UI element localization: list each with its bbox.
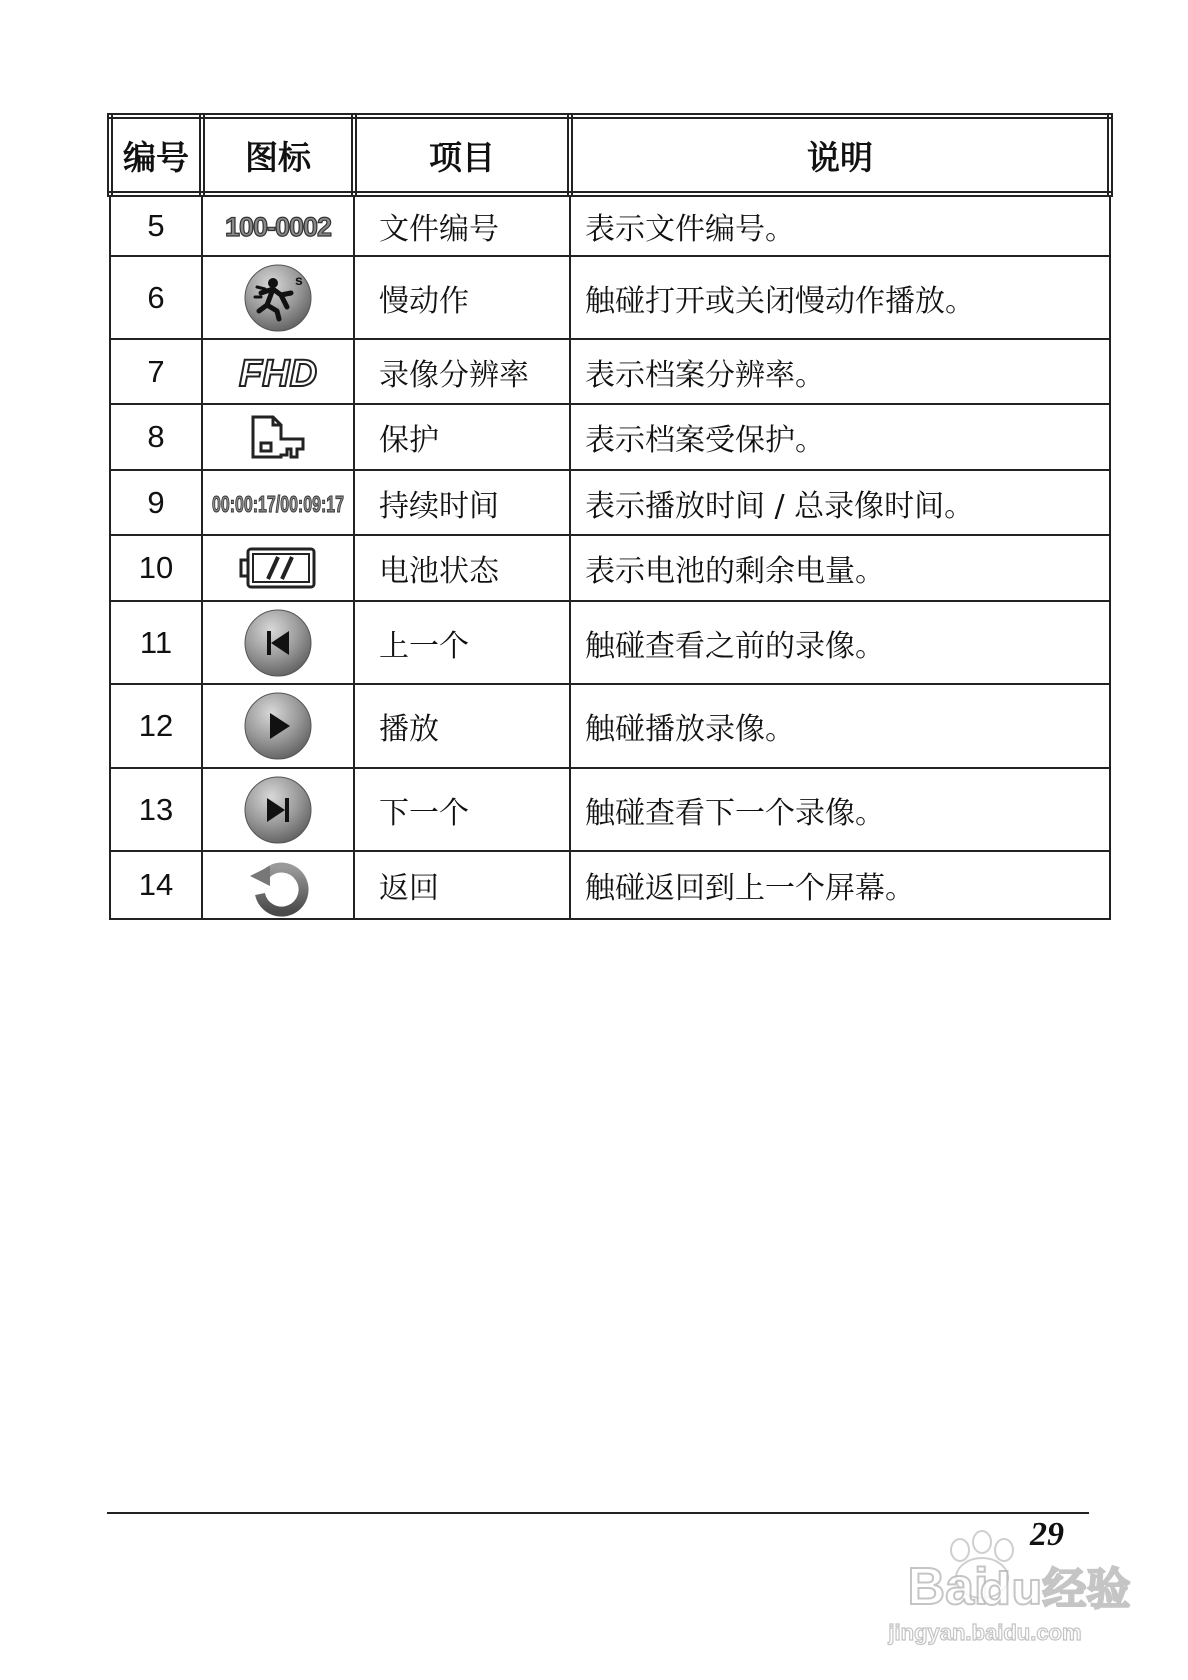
row-icon-cell	[202, 851, 354, 919]
row-icon-cell	[202, 535, 354, 601]
page-number: 29	[1030, 1516, 1064, 1553]
row-description: 触碰打开或关闭慢动作播放。	[570, 256, 1110, 339]
row-item: 保护	[354, 404, 570, 470]
row-item: 慢动作	[354, 256, 570, 339]
row-item: 电池状态	[354, 535, 570, 601]
row-description: 表示档案分辨率。	[570, 339, 1110, 404]
table-row	[110, 256, 1110, 339]
table-row	[110, 194, 1110, 256]
fhd-resolution-icon	[228, 350, 328, 394]
row-number: 14	[110, 851, 202, 919]
row-item: 返回	[354, 851, 570, 919]
svg-text:Bai: Bai	[907, 1558, 989, 1616]
row-number: 12	[110, 684, 202, 768]
row-number: 7	[110, 339, 202, 404]
row-item: 下一个	[354, 768, 570, 851]
footer-rule	[107, 1512, 1089, 1514]
row-icon-cell	[202, 768, 354, 851]
row-number: 11	[110, 601, 202, 684]
table-row	[110, 601, 1110, 684]
row-number: 6	[110, 256, 202, 339]
baidu-watermark-logo	[840, 1520, 1130, 1650]
row-item: 播放	[354, 684, 570, 768]
row-item: 持续时间	[354, 470, 570, 535]
next-icon	[243, 775, 313, 845]
row-description: 表示文件编号。	[570, 194, 1110, 256]
row-icon-cell	[202, 256, 354, 339]
table-header-row	[110, 116, 1110, 194]
watermark-url: jingyan.baidu.com	[888, 1620, 1082, 1645]
table-row	[110, 470, 1110, 535]
file-number-icon	[210, 209, 346, 243]
row-icon-cell	[202, 339, 354, 404]
row-description: 触碰返回到上一个屏幕。	[570, 851, 1110, 919]
table-row	[110, 339, 1110, 404]
table-row	[110, 851, 1110, 919]
slow-motion-icon	[243, 263, 313, 333]
header-item: 项目	[354, 116, 570, 194]
row-number: 13	[110, 768, 202, 851]
table-row	[110, 404, 1110, 470]
row-icon-cell	[202, 684, 354, 768]
svg-text:du经验: du经验	[979, 1564, 1131, 1615]
return-icon	[246, 856, 310, 914]
row-item: 文件编号	[354, 194, 570, 256]
header-icon: 图标	[202, 116, 354, 194]
row-number: 10	[110, 535, 202, 601]
fhd-resolution-icon-text: FHD	[238, 352, 318, 395]
play-icon	[243, 691, 313, 761]
row-icon-cell	[202, 470, 354, 535]
table-row	[110, 768, 1110, 851]
table-row	[110, 684, 1110, 768]
row-description: 表示档案受保护。	[570, 404, 1110, 470]
duration-timer-icon	[208, 483, 348, 523]
row-number: 9	[110, 470, 202, 535]
duration-timer-icon-text: 00:00:17/00:09:17	[212, 490, 344, 517]
icon-table	[107, 113, 1113, 920]
row-number: 5	[110, 194, 202, 256]
row-item: 录像分辨率	[354, 339, 570, 404]
row-icon-cell	[202, 404, 354, 470]
row-description: 表示播放时间 / 总录像时间。	[570, 470, 1110, 535]
table-row	[110, 535, 1110, 601]
protect-key-icon	[243, 413, 313, 461]
svg-text:s: s	[295, 271, 303, 288]
row-description: 表示电池的剩余电量。	[570, 535, 1110, 601]
row-description: 触碰查看之前的录像。	[570, 601, 1110, 684]
header-number: 编号	[110, 116, 202, 194]
row-description: 触碰播放录像。	[570, 684, 1110, 768]
previous-icon	[243, 608, 313, 678]
row-description: 触碰查看下一个录像。	[570, 768, 1110, 851]
row-icon-cell	[202, 601, 354, 684]
header-description: 说明	[570, 116, 1110, 194]
battery-icon	[238, 545, 318, 591]
row-icon-cell	[202, 194, 354, 256]
file-number-icon-text: 100-0002	[224, 212, 332, 242]
row-number: 8	[110, 404, 202, 470]
row-item: 上一个	[354, 601, 570, 684]
